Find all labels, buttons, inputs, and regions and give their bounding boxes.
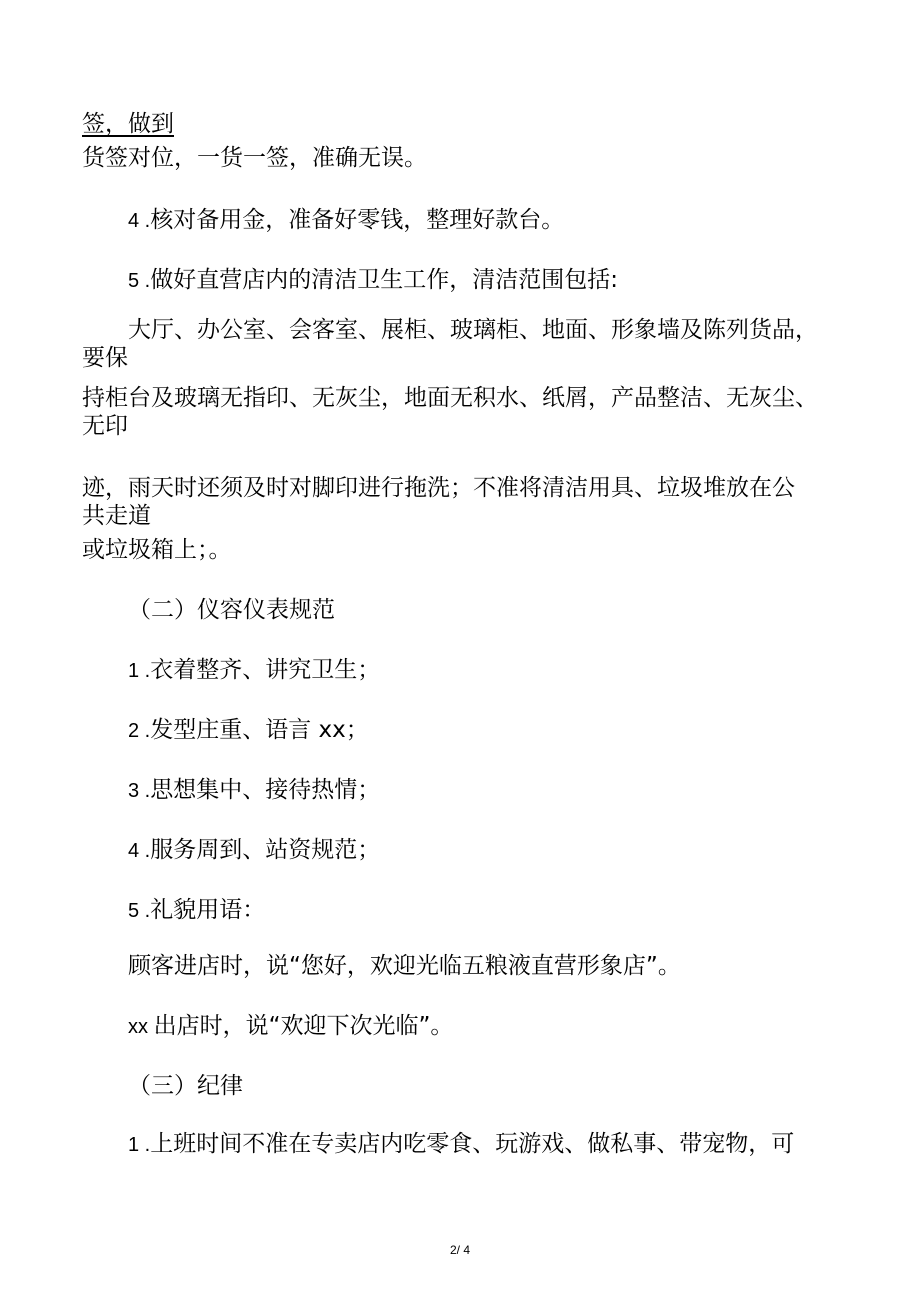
list-item: 1 .上班时间不准在专卖店内吃零食、玩游戏、做私事、带宠物，可: [128, 1131, 795, 1157]
text-line: 或垃圾箱上；。: [82, 537, 232, 563]
text-line: 无印: [82, 413, 128, 439]
text-line: 持柜台及玻璃无指印、无灰尘，地面无积水、纸屑，产品整洁、无灰尘、: [82, 385, 818, 411]
list-item: 2 .发型庄重、语言 xx；: [128, 717, 369, 743]
list-item: 4 .服务周到、站资规范；: [128, 837, 381, 863]
section-heading: （二）仪容仪表规范: [128, 597, 335, 623]
text-line: 要保: [82, 345, 128, 371]
page-number: 2/ 4: [449, 1243, 470, 1257]
text-line: 大厅、办公室、会客室、展柜、玻璃柜、地面、形象墙及陈列货品，: [128, 317, 818, 343]
text-line: 迹，雨天时还须及时对脚印进行拖洗；不准将清洁用具、垃圾堆放在公: [82, 475, 795, 501]
text-line: 货签对位，一货一签，准确无误。: [82, 145, 427, 171]
list-item: 5 .礼貌用语：: [128, 897, 266, 923]
list-item: 3 .思想集中、接待热情；: [128, 777, 381, 803]
text-line: 顾客进店时，说“您好，欢迎光临五粮液直营形象店”。: [128, 953, 681, 979]
list-item: 4 .核对备用金，准备好零钱，整理好款台。: [128, 207, 565, 233]
text-line: 签，做到: [82, 111, 174, 137]
text-line: 共走道: [82, 503, 151, 529]
text-line: xx 出店时，说“欢迎下次光临”。: [128, 1013, 454, 1039]
list-item: 5 .做好直营店内的清洁卫生工作，清洁范围包括:: [128, 267, 618, 293]
section-heading: （三）纪律: [128, 1073, 243, 1099]
list-item: 1 .衣着整齐、讲究卫生；: [128, 657, 381, 683]
